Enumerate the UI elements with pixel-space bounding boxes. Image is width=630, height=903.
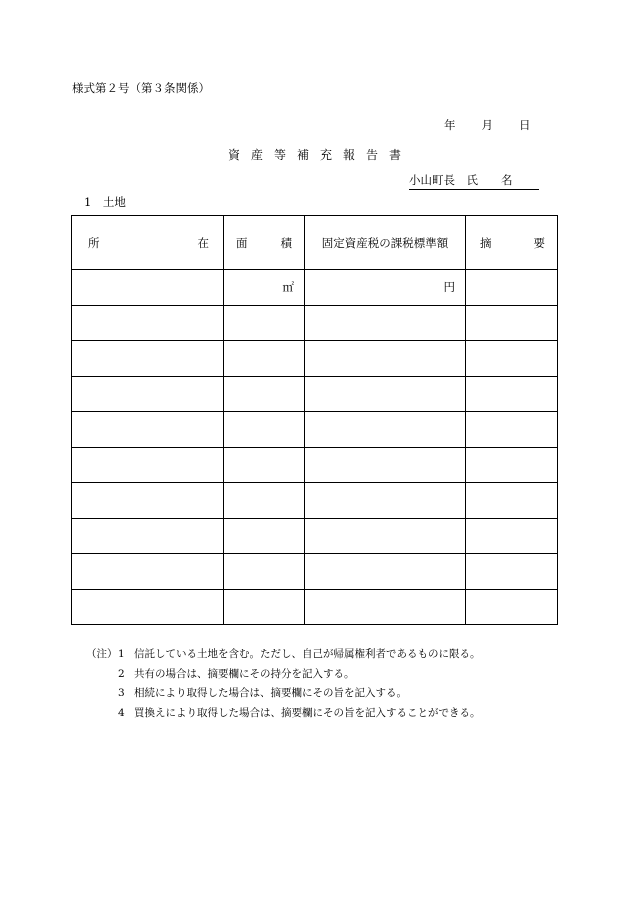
- table-row: [72, 412, 558, 448]
- note-item: [86, 704, 481, 724]
- tax-base-cell[interactable]: [305, 376, 466, 412]
- land-table: [71, 215, 558, 625]
- note-number: 3: [118, 687, 125, 699]
- area-cell[interactable]: [224, 376, 305, 412]
- location-cell[interactable]: [72, 483, 224, 519]
- remarks-cell[interactable]: [466, 589, 558, 625]
- location-cell[interactable]: [72, 554, 224, 590]
- column-header-tax-base: 固定資産税の課税標準額: [305, 216, 466, 270]
- location-cell[interactable]: [72, 518, 224, 554]
- tax-base-cell[interactable]: [305, 270, 466, 306]
- tax-base-cell[interactable]: [305, 341, 466, 377]
- form-number: 様式第２号（第３条関係）: [72, 81, 210, 95]
- notes-label: （注）: [86, 648, 118, 660]
- location-cell[interactable]: [72, 589, 224, 625]
- recipient-line: 小山町長 氏 名: [409, 175, 539, 190]
- remarks-cell[interactable]: [466, 554, 558, 590]
- note-text: 買換えにより取得した場合は、摘要欄にその旨を記入することができる。: [134, 706, 481, 719]
- table-row: [72, 341, 558, 377]
- table-row: [72, 270, 558, 306]
- location-cell[interactable]: [72, 305, 224, 341]
- date-line: [444, 120, 531, 132]
- area-cell[interactable]: [224, 483, 305, 519]
- tax-base-cell[interactable]: [305, 483, 466, 519]
- area-cell[interactable]: [224, 412, 305, 448]
- note-text: 信託している土地を含む。ただし、自己が帰属権利者であるものに限る。: [134, 648, 481, 660]
- area-cell[interactable]: [224, 518, 305, 554]
- note-item: [86, 645, 481, 665]
- table-row: [72, 447, 558, 483]
- note-item: [86, 684, 481, 704]
- table-row: [72, 376, 558, 412]
- note-number: 2: [118, 667, 125, 680]
- column-header-area: 面 積: [224, 216, 305, 270]
- date-day-label: 日: [519, 118, 531, 132]
- location-cell[interactable]: [72, 412, 224, 448]
- location-cell[interactable]: [72, 341, 224, 377]
- table-row: [72, 554, 558, 590]
- tax-base-cell[interactable]: [305, 447, 466, 483]
- area-cell[interactable]: [224, 305, 305, 341]
- area-cell[interactable]: [224, 589, 305, 625]
- table-row: [72, 305, 558, 341]
- area-cell[interactable]: [224, 341, 305, 377]
- tax-base-cell[interactable]: [305, 518, 466, 554]
- note-item: [86, 665, 481, 685]
- table-row: [72, 483, 558, 519]
- location-cell[interactable]: [72, 447, 224, 483]
- note-text: 相続により取得した場合は、摘要欄にその旨を記入する。: [134, 687, 407, 699]
- area-unit: ㎡: [282, 280, 294, 295]
- section-heading: [84, 197, 126, 209]
- note-number: 4: [118, 706, 125, 719]
- tax-base-cell[interactable]: [305, 412, 466, 448]
- table-row: [72, 589, 558, 625]
- area-cell[interactable]: [224, 270, 305, 306]
- table-row: [72, 518, 558, 554]
- note-text: 共有の場合は、摘要欄にその持分を記入する。: [134, 667, 355, 680]
- date-year-label: 年: [444, 118, 456, 132]
- column-header-remarks: 摘 要: [466, 216, 558, 270]
- section-number: 1: [84, 195, 92, 209]
- tax-base-cell[interactable]: [305, 554, 466, 590]
- area-cell[interactable]: [224, 447, 305, 483]
- remarks-cell[interactable]: [466, 305, 558, 341]
- date-month-label: 月: [481, 118, 493, 132]
- notes-section: [86, 645, 481, 723]
- section-label: 土地: [102, 195, 126, 209]
- location-cell[interactable]: [72, 376, 224, 412]
- area-cell[interactable]: [224, 554, 305, 590]
- yen-unit: 円: [443, 280, 455, 295]
- tax-base-cell[interactable]: [305, 305, 466, 341]
- remarks-cell[interactable]: [466, 270, 558, 306]
- tax-base-cell[interactable]: [305, 589, 466, 625]
- table-header-row: [72, 216, 558, 270]
- remarks-cell[interactable]: [466, 412, 558, 448]
- note-number: 1: [118, 648, 125, 660]
- remarks-cell[interactable]: [466, 341, 558, 377]
- remarks-cell[interactable]: [466, 483, 558, 519]
- column-header-location: 所 在: [72, 216, 224, 270]
- document-title: 資産等補充報告書: [228, 148, 413, 162]
- remarks-cell[interactable]: [466, 518, 558, 554]
- remarks-cell[interactable]: [466, 447, 558, 483]
- remarks-cell[interactable]: [466, 376, 558, 412]
- location-cell[interactable]: [72, 270, 224, 306]
